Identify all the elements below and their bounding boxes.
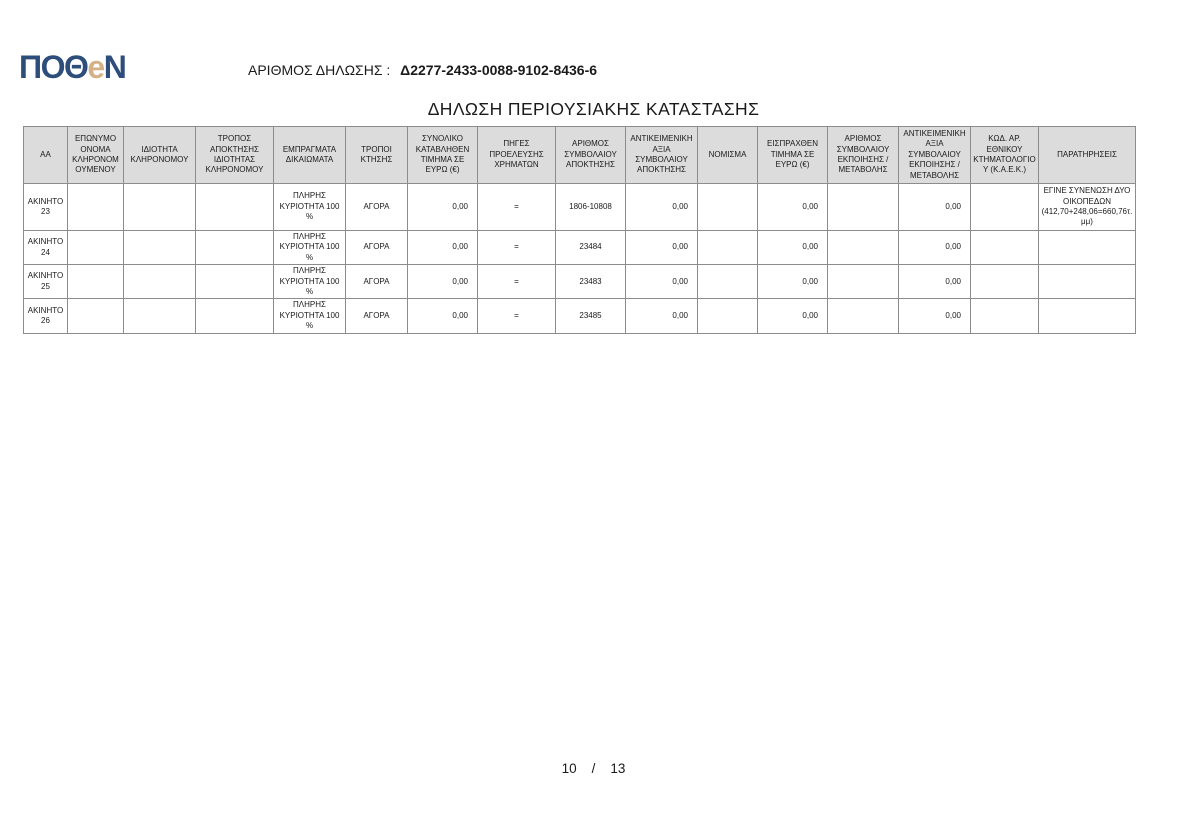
table-cell: 0,00 xyxy=(408,231,478,265)
table-cell-remarks xyxy=(1039,231,1136,265)
table-cell: 0,00 xyxy=(899,265,971,299)
table-cell: ΑΚΙΝΗΤΟ 26 xyxy=(24,299,68,333)
logo-text-right: N xyxy=(103,49,126,85)
table-cell: 23483 xyxy=(556,265,626,299)
table-cell: ΑΚΙΝΗΤΟ 25 xyxy=(24,265,68,299)
page-number-total: 13 xyxy=(610,761,626,776)
column-header-acquisition-contract-number: ΑΡΙΘΜΟΣ ΣΥΜΒΟΛΑΙΟΥ ΑΠΟΚΤΗΣΗΣ xyxy=(556,127,626,184)
table-cell: 0,00 xyxy=(626,265,698,299)
table-cell-remarks xyxy=(1039,265,1136,299)
table-cell xyxy=(196,265,274,299)
table-cell: 0,00 xyxy=(408,299,478,333)
page-title: ΔΗΛΩΣΗ ΠΕΡΙΟΥΣΙΑΚΗΣ ΚΑΤΑΣΤΑΣΗΣ xyxy=(427,99,760,119)
declaration-number-value: Δ2277-2433-0088-9102-8436-6 xyxy=(400,62,598,78)
table-cell: ΠΛΗΡΗΣ ΚΥΡΙΟΤΗΤΑ 100 % xyxy=(274,299,346,333)
table-cell xyxy=(124,265,196,299)
table-cell: 23485 xyxy=(556,299,626,333)
column-header-collected-price: ΕΙΣΠΡΑΧΘΕΝ ΤΙΜΗΜΑ ΣΕ ΕΥΡΩ (€) xyxy=(758,127,828,184)
declaration-table xyxy=(23,126,1136,334)
table-cell xyxy=(196,231,274,265)
column-header-currency: ΝΟΜΙΣΜΑ xyxy=(698,127,758,184)
table-cell: ΑΓΟΡΑ xyxy=(346,299,408,333)
table-cell xyxy=(124,231,196,265)
pothen-logo xyxy=(19,51,125,83)
column-header-remarks: ΠΑΡΑΤΗΡΗΣΕΙΣ xyxy=(1039,127,1136,184)
table-cell-remarks xyxy=(1039,299,1136,333)
column-header-heir-capacity: ΙΔΙΟΤΗΤΑ ΚΛΗΡΟΝΟΜΟΥ xyxy=(124,127,196,184)
table-cell xyxy=(971,231,1039,265)
table-cell: 0,00 xyxy=(408,184,478,231)
logo-text-e: e xyxy=(87,49,104,85)
table-cell: 0,00 xyxy=(758,265,828,299)
table-cell xyxy=(698,184,758,231)
table-cell: 0,00 xyxy=(408,265,478,299)
column-header-total-paid-price: ΣΥΝΟΛΙΚΟ ΚΑΤΑΒΛΗΘΕΝ ΤΙΜΗΜΑ ΣΕ ΕΥΡΩ (€) xyxy=(408,127,478,184)
table-cell xyxy=(971,299,1039,333)
column-header-disposal-objective-value: ΑΝΤΙΚΕΙΜΕΝΙΚΗ ΑΞΙΑ ΣΥΜΒΟΛΑΙΟΥ ΕΚΠΟΙΗΣΗΣ / ΜΕΤΑΒΟΛΗΣ xyxy=(899,127,971,184)
table-cell: 23484 xyxy=(556,231,626,265)
table-cell: 0,00 xyxy=(899,231,971,265)
table-cell: 1806-10808 xyxy=(556,184,626,231)
page-number-separator: / xyxy=(591,761,596,776)
table-cell xyxy=(698,299,758,333)
table-cell: 0,00 xyxy=(758,231,828,265)
table-cell xyxy=(68,231,124,265)
table-header-row xyxy=(24,127,1136,184)
column-header-aa: ΑΑ xyxy=(24,127,68,184)
table-row xyxy=(24,231,1136,265)
table-cell xyxy=(68,265,124,299)
column-header-kaek: ΚΩΔ. ΑΡ. ΕΘΝΙΚΟΥ ΚΤΗΜΑΤΟΛΟΓΙΟΥ (Κ.Α.Ε.Κ.) xyxy=(971,127,1039,184)
table-cell: ΑΓΟΡΑ xyxy=(346,184,408,231)
declaration-number-line xyxy=(248,62,597,78)
table-cell: ΠΛΗΡΗΣ ΚΥΡΙΟΤΗΤΑ 100 % xyxy=(274,265,346,299)
table-cell: = xyxy=(478,184,556,231)
table-cell xyxy=(68,184,124,231)
table-cell: ΑΚΙΝΗΤΟ 23 xyxy=(24,184,68,231)
page-footer xyxy=(0,761,1187,776)
table-cell: 0,00 xyxy=(758,184,828,231)
table-cell xyxy=(828,299,899,333)
table-cell: 0,00 xyxy=(626,299,698,333)
column-header-acquisition-objective-value: ΑΝΤΙΚΕΙΜΕΝΙΚΗ ΑΞΙΑ ΣΥΜΒΟΛΑΙΟΥ ΑΠΟΚΤΗΣΗΣ xyxy=(626,127,698,184)
table-cell: = xyxy=(478,299,556,333)
table-cell xyxy=(971,265,1039,299)
table-cell: 0,00 xyxy=(899,299,971,333)
table-cell: ΑΓΟΡΑ xyxy=(346,231,408,265)
declaration-number-label: ΑΡΙΘΜΟΣ ΔΗΛΩΣΗΣ : xyxy=(248,62,391,78)
table-cell-remarks: ΕΓΙΝΕ ΣΥΝΕΝΩΣΗ ΔΥΟ ΟΙΚΟΠΕΔΩΝ (412,70+248,06=660,76τ.μμ) xyxy=(1039,184,1136,231)
column-header-capacity-acquisition: ΤΡΟΠΟΣ ΑΠΟΚΤΗΣΗΣ ΙΔΙΟΤΗΤΑΣ ΚΛΗΡΟΝΟΜΟΥ xyxy=(196,127,274,184)
table-cell xyxy=(124,299,196,333)
table-cell xyxy=(828,184,899,231)
table-cell: 0,00 xyxy=(899,184,971,231)
table-cell: 0,00 xyxy=(626,231,698,265)
table-cell xyxy=(828,231,899,265)
column-header-property-rights: ΕΜΠΡΑΓΜΑΤΑ ΔΙΚΑΙΩΜΑΤΑ xyxy=(274,127,346,184)
column-header-acquisition-modes: ΤΡΟΠΟΙ ΚΤΗΣΗΣ xyxy=(346,127,408,184)
column-header-disposal-contract-number: ΑΡΙΘΜΟΣ ΣΥΜΒΟΛΑΙΟΥ ΕΚΠΟΙΗΣΗΣ /ΜΕΤΑΒΟΛΗΣ xyxy=(828,127,899,184)
column-header-deceased-name: ΕΠΩΝΥΜΟ ΟΝΟΜΑ ΚΛΗΡΟΝΟΜΟΥΜΕΝΟΥ xyxy=(68,127,124,184)
table-cell xyxy=(698,265,758,299)
table-cell: ΠΛΗΡΗΣ ΚΥΡΙΟΤΗΤΑ 100 % xyxy=(274,231,346,265)
table-cell: ΑΓΟΡΑ xyxy=(346,265,408,299)
table-cell: = xyxy=(478,231,556,265)
table-cell: 0,00 xyxy=(758,299,828,333)
table-row xyxy=(24,265,1136,299)
table-cell xyxy=(68,299,124,333)
table-cell xyxy=(828,265,899,299)
table-cell: 0,00 xyxy=(626,184,698,231)
table-cell xyxy=(124,184,196,231)
logo-text-left: ΠΟΘ xyxy=(19,49,88,85)
table-cell xyxy=(698,231,758,265)
table-row xyxy=(24,184,1136,231)
table-cell: = xyxy=(478,265,556,299)
table-cell xyxy=(971,184,1039,231)
page-number-current: 10 xyxy=(561,761,577,776)
table-cell: ΠΛΗΡΗΣ ΚΥΡΙΟΤΗΤΑ 100 % xyxy=(274,184,346,231)
table-cell xyxy=(196,184,274,231)
table-row xyxy=(24,299,1136,333)
table-cell xyxy=(196,299,274,333)
column-header-money-sources: ΠΗΓΕΣ ΠΡΟΕΛΕΥΣΗΣ ΧΡΗΜΑΤΩΝ xyxy=(478,127,556,184)
table-cell: ΑΚΙΝΗΤΟ 24 xyxy=(24,231,68,265)
